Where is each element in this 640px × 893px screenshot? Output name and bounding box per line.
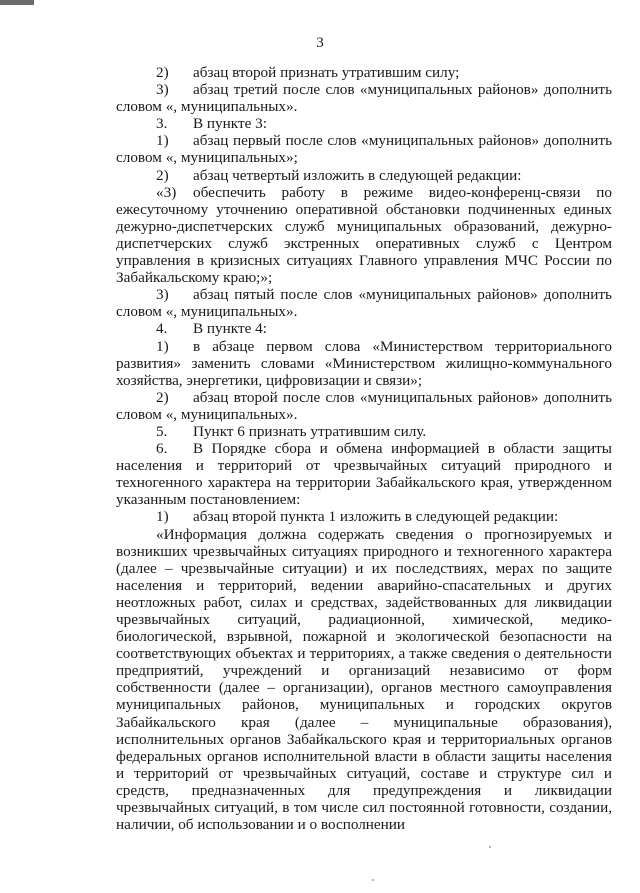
paragraph xyxy=(116,184,612,287)
item-number: 5. xyxy=(156,422,168,440)
scan-speck xyxy=(489,846,491,848)
paragraph xyxy=(116,167,612,184)
paragraph xyxy=(116,508,612,525)
item-number: 2) xyxy=(156,388,169,406)
scan-corner-mark xyxy=(0,0,34,5)
item-number: 4. xyxy=(156,320,168,338)
paragraph-text: В пункте 3: xyxy=(193,115,267,133)
item-number: 3. xyxy=(156,115,168,133)
paragraph-text: абзац первый после слов «муниципальных районов» дополнить словом «, муниципальных»; xyxy=(116,132,612,167)
item-number: 1) xyxy=(156,508,169,526)
document-body xyxy=(116,64,612,833)
paragraph-text: обеспечить работу в режиме видео-конференц-связи по ежесуточному уточнению оперативной обстановки подчиненных единых дежурно-диспетчерских служб муниципальных образований, дежурно-диспетчерских служб экстренных оперативных служб с Центром управления в кризисных ситуациях Главного управления МЧС России по Забайкальскому краю;»; xyxy=(116,183,612,287)
item-number: «3) xyxy=(156,183,177,201)
page-number: 3 xyxy=(316,35,324,51)
scan-speck xyxy=(372,879,374,881)
paragraph-text: абзац пятый после слов «муниципальных районов» дополнить словом «, муниципальных». xyxy=(116,286,612,321)
item-number: 1) xyxy=(156,337,169,355)
item-number: 1) xyxy=(156,132,169,150)
paragraph-quote xyxy=(116,526,612,834)
paragraph-text: абзац второй пункта 1 изложить в следующей редакции: xyxy=(193,508,559,526)
item-number: 3) xyxy=(156,81,169,99)
paragraph-text: В пункте 4: xyxy=(193,320,267,338)
paragraph-text: «Информация должна содержать сведения о прогнозируемых и возникших чрезвычайных ситуациях природного и техногенного характера (далее – чрезвычайные ситуации) и их последствиях, мерах по защите населения и территорий, ведении аварийно-спасательных и других неотложных работ, силах и средствах, задействованных для ликвидации чрезвычайных ситуаций, радиационной, химической, медико-биологической, взрывной, пожарной и экологической безопасности на соответствующих объектах и территориях, а также сведения о деятельности предприятий, учреждений и организаций независимо от форм собственности (далее – организации), органов местного самоуправления муниципальных районов, муниципальных и городских округов Забайкальского края (далее – муниципальные образования), исполнительных органов Забайкальского края и территориальных органов федеральных органов исполнительной власти в области защиты населения и территорий от чрезвычайных ситуаций, составе и структуре сил и средств, предназначенных для предупреждения и ликвидации чрезвычайных ситуаций, в том числе сил постоянной готовности, создании, наличии, об использовании и о восполнении xyxy=(116,525,612,834)
paragraph xyxy=(116,423,612,440)
paragraph-text: абзац второй признать утратившим силу; xyxy=(193,64,460,81)
item-number: 6. xyxy=(156,440,168,458)
paragraph xyxy=(116,132,612,166)
paragraph xyxy=(116,64,612,81)
paragraph xyxy=(116,440,612,508)
paragraph-text: В Порядке сбора и обмена информацией в области защиты населения и территорий от чрезвычайных ситуаций природного и техногенного характера на территории Забайкальского края, утвержденном указанным постановлением: xyxy=(116,440,612,509)
paragraph xyxy=(116,115,612,132)
paragraph xyxy=(116,389,612,423)
paragraph-text: абзац третий после слов «муниципальных районов» дополнить словом «, муниципальных». xyxy=(116,81,612,116)
paragraph-text: абзац второй после слов «муниципальных районов» дополнить словом «, муниципальных». xyxy=(116,388,612,423)
item-number: 2) xyxy=(156,166,169,184)
paragraph xyxy=(116,320,612,337)
paragraph xyxy=(116,286,612,320)
paragraph xyxy=(116,338,612,389)
paragraph-text: Пункт 6 признать утратившим силу. xyxy=(193,422,427,440)
item-number: 2) xyxy=(156,64,169,81)
paragraph-text: абзац четвертый изложить в следующей редакции: xyxy=(193,166,522,184)
paragraph-text: в абзаце первом слова «Министерством территориального развития» заменить словами «Министерством жилищно-коммунального хозяйства, энергетики, цифровизации и связи»; xyxy=(116,337,612,389)
paragraph xyxy=(116,81,612,115)
item-number: 3) xyxy=(156,286,169,304)
